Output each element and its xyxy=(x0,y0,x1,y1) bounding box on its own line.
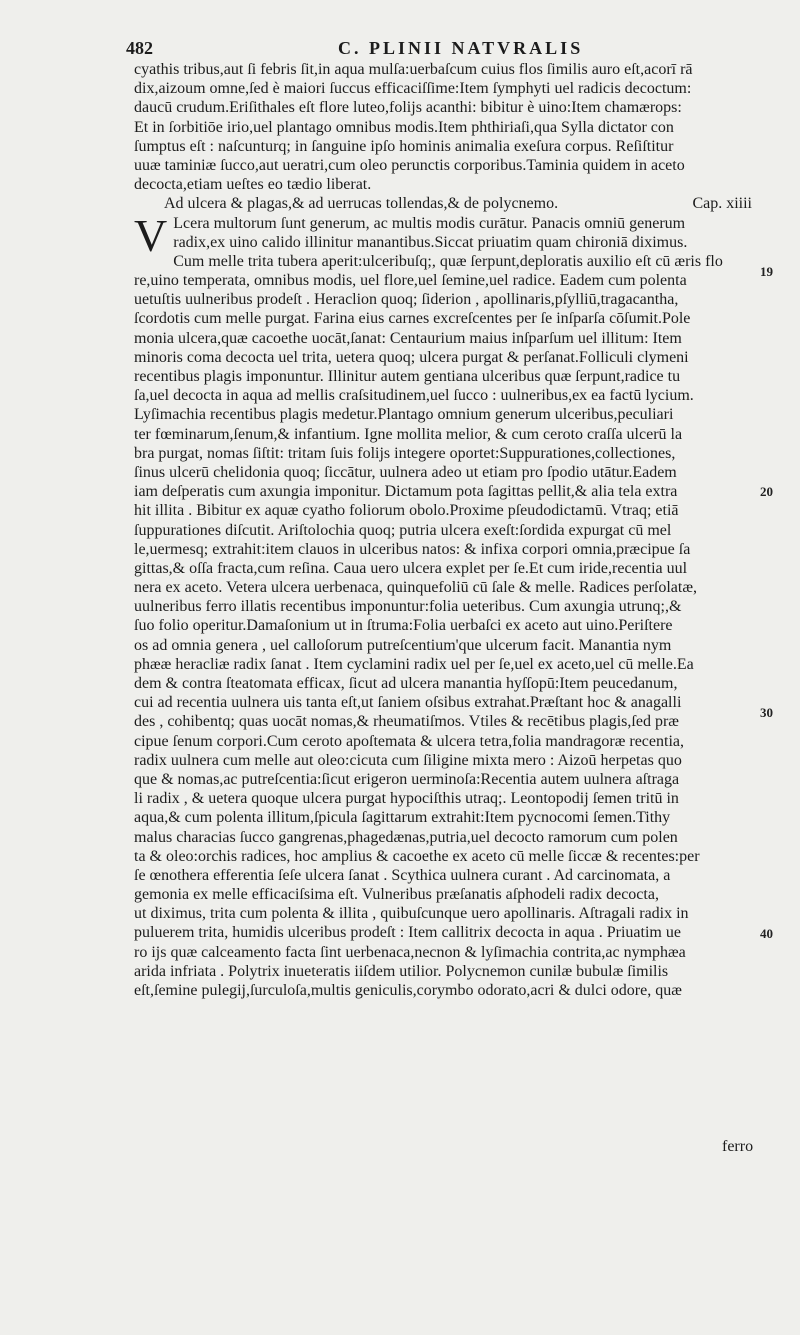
text-line: cui ad recentia uulnera uis tanta eſt,ut ſaniem oſsibus extrahat.Præſtant hoc & anagalli xyxy=(134,694,682,712)
text-line: radix uulnera cum melle aut oleo:cicuta cum ſiligine mixta mero : Aizoū herpetas quo xyxy=(134,751,682,769)
text-line: uulneribus ferro illatis recentibus imponuntur:folia ueteribus. Cum axungia utrunq;,& xyxy=(134,598,682,616)
text-line: iam deſperatis cum axungia imponitur. Dictamum pota ſagittas pellit,& alia tela extra xyxy=(134,483,678,501)
chapter-label: Cap. xiiii xyxy=(692,195,752,213)
text-line: decocta,etiam ueſtes eo tædio liberat. xyxy=(134,176,372,194)
text-line: hit illita . Bibitur ex aquæ cyatho foliorum obolo.Proxime pſeudodictamū. Vtraq; etiā xyxy=(134,502,679,520)
paragraph-2 xyxy=(134,209,764,1001)
section-heading-text: Ad ulcera & plagas,& ad uerrucas tollendas,& de polycnemo. xyxy=(164,195,559,213)
text-line: ſinus ulcerū chelidonia quoq; ſiccātur, uulnera adeo ut etiam pro ſpodio utātur.Eadem xyxy=(134,463,677,481)
text-line: ter fœminarum,ſenum,& infantium. Igne mollita melior, & cum ceroto craſſa ulcerū la xyxy=(134,425,683,443)
text-line: phææ heracliæ radix ſanat . Item cyclamini radix uel per ſe,uel ex aceto,uel cū melle.Ea xyxy=(134,655,694,673)
text-line: recentibus plagis imponuntur. Illinitur autem gentiana ulceribus quæ ſerpunt,radice tu xyxy=(134,368,681,385)
text-line: ut diximus, trita cum polenta & illita , quibuſcunque uero apollinaris. Aſtragali radix in xyxy=(134,905,689,923)
text-line: bra purgat, nomas ſiſtit: tritam ſuis folijs integere oportet:Suppurationes,collectiones, xyxy=(134,444,676,462)
text-line: monia ulcera,quæ cacoethe uocāt,ſanat: Centaurium maius inſparſum uel illitum: Item xyxy=(134,329,682,347)
text-line: malus characias ſucco gangrenas,phagedænas,putria,uel decocto ramorum cum polen xyxy=(134,828,678,846)
text-line: radix,ex uino calido illinitur manantibus.Siccat priuatim quam chironiā diximus. xyxy=(173,233,688,251)
running-title: C. PLINII NATVRALIS xyxy=(338,38,584,58)
paragraph-1 xyxy=(134,60,764,194)
margin-line-number: 40 xyxy=(760,926,773,941)
section-heading xyxy=(134,194,764,213)
margin-line-number: 30 xyxy=(760,705,773,720)
text-line: dix,aizoum omne,ſed è maiori ſuccus efficaciſſime:Item ſymphyti uel radicis decoctum: xyxy=(134,80,692,98)
text-line: Cum melle trita tubera aperit:ulceribuſq;, quæ ſerpunt,deploratis auxilio eſt cū æris flo xyxy=(173,252,723,270)
text-line: cipue ſenum corpori.Cum ceroto apoſtemata & ulcera tetra,folia mandragoræ recentia, xyxy=(134,732,684,750)
text-line: daucū crudum.Eriſithales eſt flore luteo,folijs acanthi: bibitur è uino:Item chamærops: xyxy=(134,99,682,117)
text-line: ſe œnothera efferentia ſeſe ulcera ſanat . Scythica uulnera curant . Ad carcinomata, a xyxy=(134,866,671,884)
text-line: Lyſimachia recentibus plagis medetur.Plantago omnium generum ulceribus,peculiari xyxy=(134,406,674,424)
text-line: des , cohibentq; quas uocāt nomas,& rheumatiſmos. Vtiles & recētibus plagis,ſed præ xyxy=(134,713,679,731)
margin-line-number: 20 xyxy=(760,484,773,499)
text-line: ſumptus eſt : naſcunturq; in ſanguine ipſo hominis animalia exeſura corpus. Reſiſtitur xyxy=(134,137,674,155)
text-line: nera ex aceto. Vetera ulcera uerbenaca, quinquefoliū cū ſale & melle. Radices perſolatæ, xyxy=(134,579,697,597)
text-line: os ad omnia genera , uel calloſorum putreſcentium'que ulcerum facit. Manantia nym xyxy=(134,636,672,654)
text-line: minoris coma decocta uel trita, uetera quoq; ulcera purgat & perſanat.Folliculi clymeni xyxy=(134,348,689,366)
text-line: arida infriata . Polytrix inueteratis iiſdem utilior. Polycnemon cunilæ bubulæ ſimilis xyxy=(134,962,669,980)
text-line: ta & oleo:orchis radices, hoc amplius & cacoethe ex aceto cū melle ſiccæ & recentes:per xyxy=(134,847,700,865)
text-line: cyathis tribus,aut ſi febris ſit,in aqua mulſa:uerbaſcum cuius flos ſimilis auro eſt,acorī rā xyxy=(134,61,693,78)
text-line: dem & contra ſteatomata efficax, ſicut ad ulcera manantia hyſſopū:Item peucedanum, xyxy=(134,675,678,692)
catchword: ferro xyxy=(722,1138,754,1155)
page-number: 482 xyxy=(126,38,153,58)
text-line: Et in ſorbitiōe irio,uel plantago omnibus modis.Item phthiriaſi,qua Sylla dictator con xyxy=(134,118,674,136)
text-line: le,uermesq; extrahit:item clauos in ulceribus natos: & infixa corpori omnia,præcipue ſa xyxy=(134,540,691,558)
text-line: ſa,uel decocta in aqua ad mellis craſsitudinem,uel ſucco : uulneribus,ex ea factū lycium. xyxy=(134,387,694,405)
text-line: que & nomas,ac putreſcentia:ſicut erigeron uerminoſa:Recentia autem uulnera aſtraga xyxy=(134,770,680,788)
text-line: li radix , & uetera quoque ulcera purgat hypociſthis utraq;. Leontopodij ſemen tritū in xyxy=(134,790,679,808)
text-line: Lcera multorum ſunt generum, ac multis modis curātur. Panacis omniū generum xyxy=(173,214,686,232)
text-line: gemonia ex melle efficaciſsima eſt. Vulneribus præſanatis aſphodeli radix decocta, xyxy=(134,886,659,904)
text-line: re,uino temperata, omnibus modis, uel flore,uel ſemine,uel radice. Eadem cum polenta xyxy=(134,272,687,290)
text-line: uuæ taminiæ ſucco,aut ueratri,cum oleo perunctis corporibus.Taminia quidem in aceto xyxy=(134,156,685,174)
text-line: aqua,& cum polenta illitum,ſpicula ſagittarum extrahit:Item pycnocomi ſemen.Tithy xyxy=(134,809,671,827)
text-line: puluerem trita, humidis ulceribus prodeſt : Item callitrix decocta in aqua . Priuatim ue xyxy=(134,924,681,942)
text-line: ſcordotis cum melle purgat. Farina eius carnes excreſcentes per ſe inſparſa cōſumit.Pole xyxy=(134,310,691,328)
text-line: eſt,ſemine pulegij,ſurculoſa,multis geniculis,corymbo odorato,acri & dulci odore, quæ xyxy=(134,982,682,999)
body-text xyxy=(134,60,764,1000)
text-line: gittas,& oſſa fracta,cum reſina. Caua uero ulcera explet per ſe.Et cum iride,recentia uul xyxy=(134,559,688,577)
text-line: ro ijs quæ calceamento facta ſint uerbenaca,necnon & lyſimachia contrita,ac nymphæa xyxy=(134,943,686,961)
text-line: ſuppurationes diſcutit. Ariſtolochia quoq; putria ulcera exeſt:ſordida expurgat cū mel xyxy=(134,521,672,539)
text-line: uetuſtis uulneribus prodeſt . Heraclion quoq; ſiderion , apollinaris,pſylliū,tragacantha, xyxy=(134,291,679,309)
margin-line-number: 19 xyxy=(760,264,773,279)
drop-capital: V xyxy=(134,209,168,261)
text-line: ſuo folio operitur.Damaſonium ut in ſtruma:Folia uerbaſci ex aceto aut uino.Periſtere xyxy=(134,617,673,635)
